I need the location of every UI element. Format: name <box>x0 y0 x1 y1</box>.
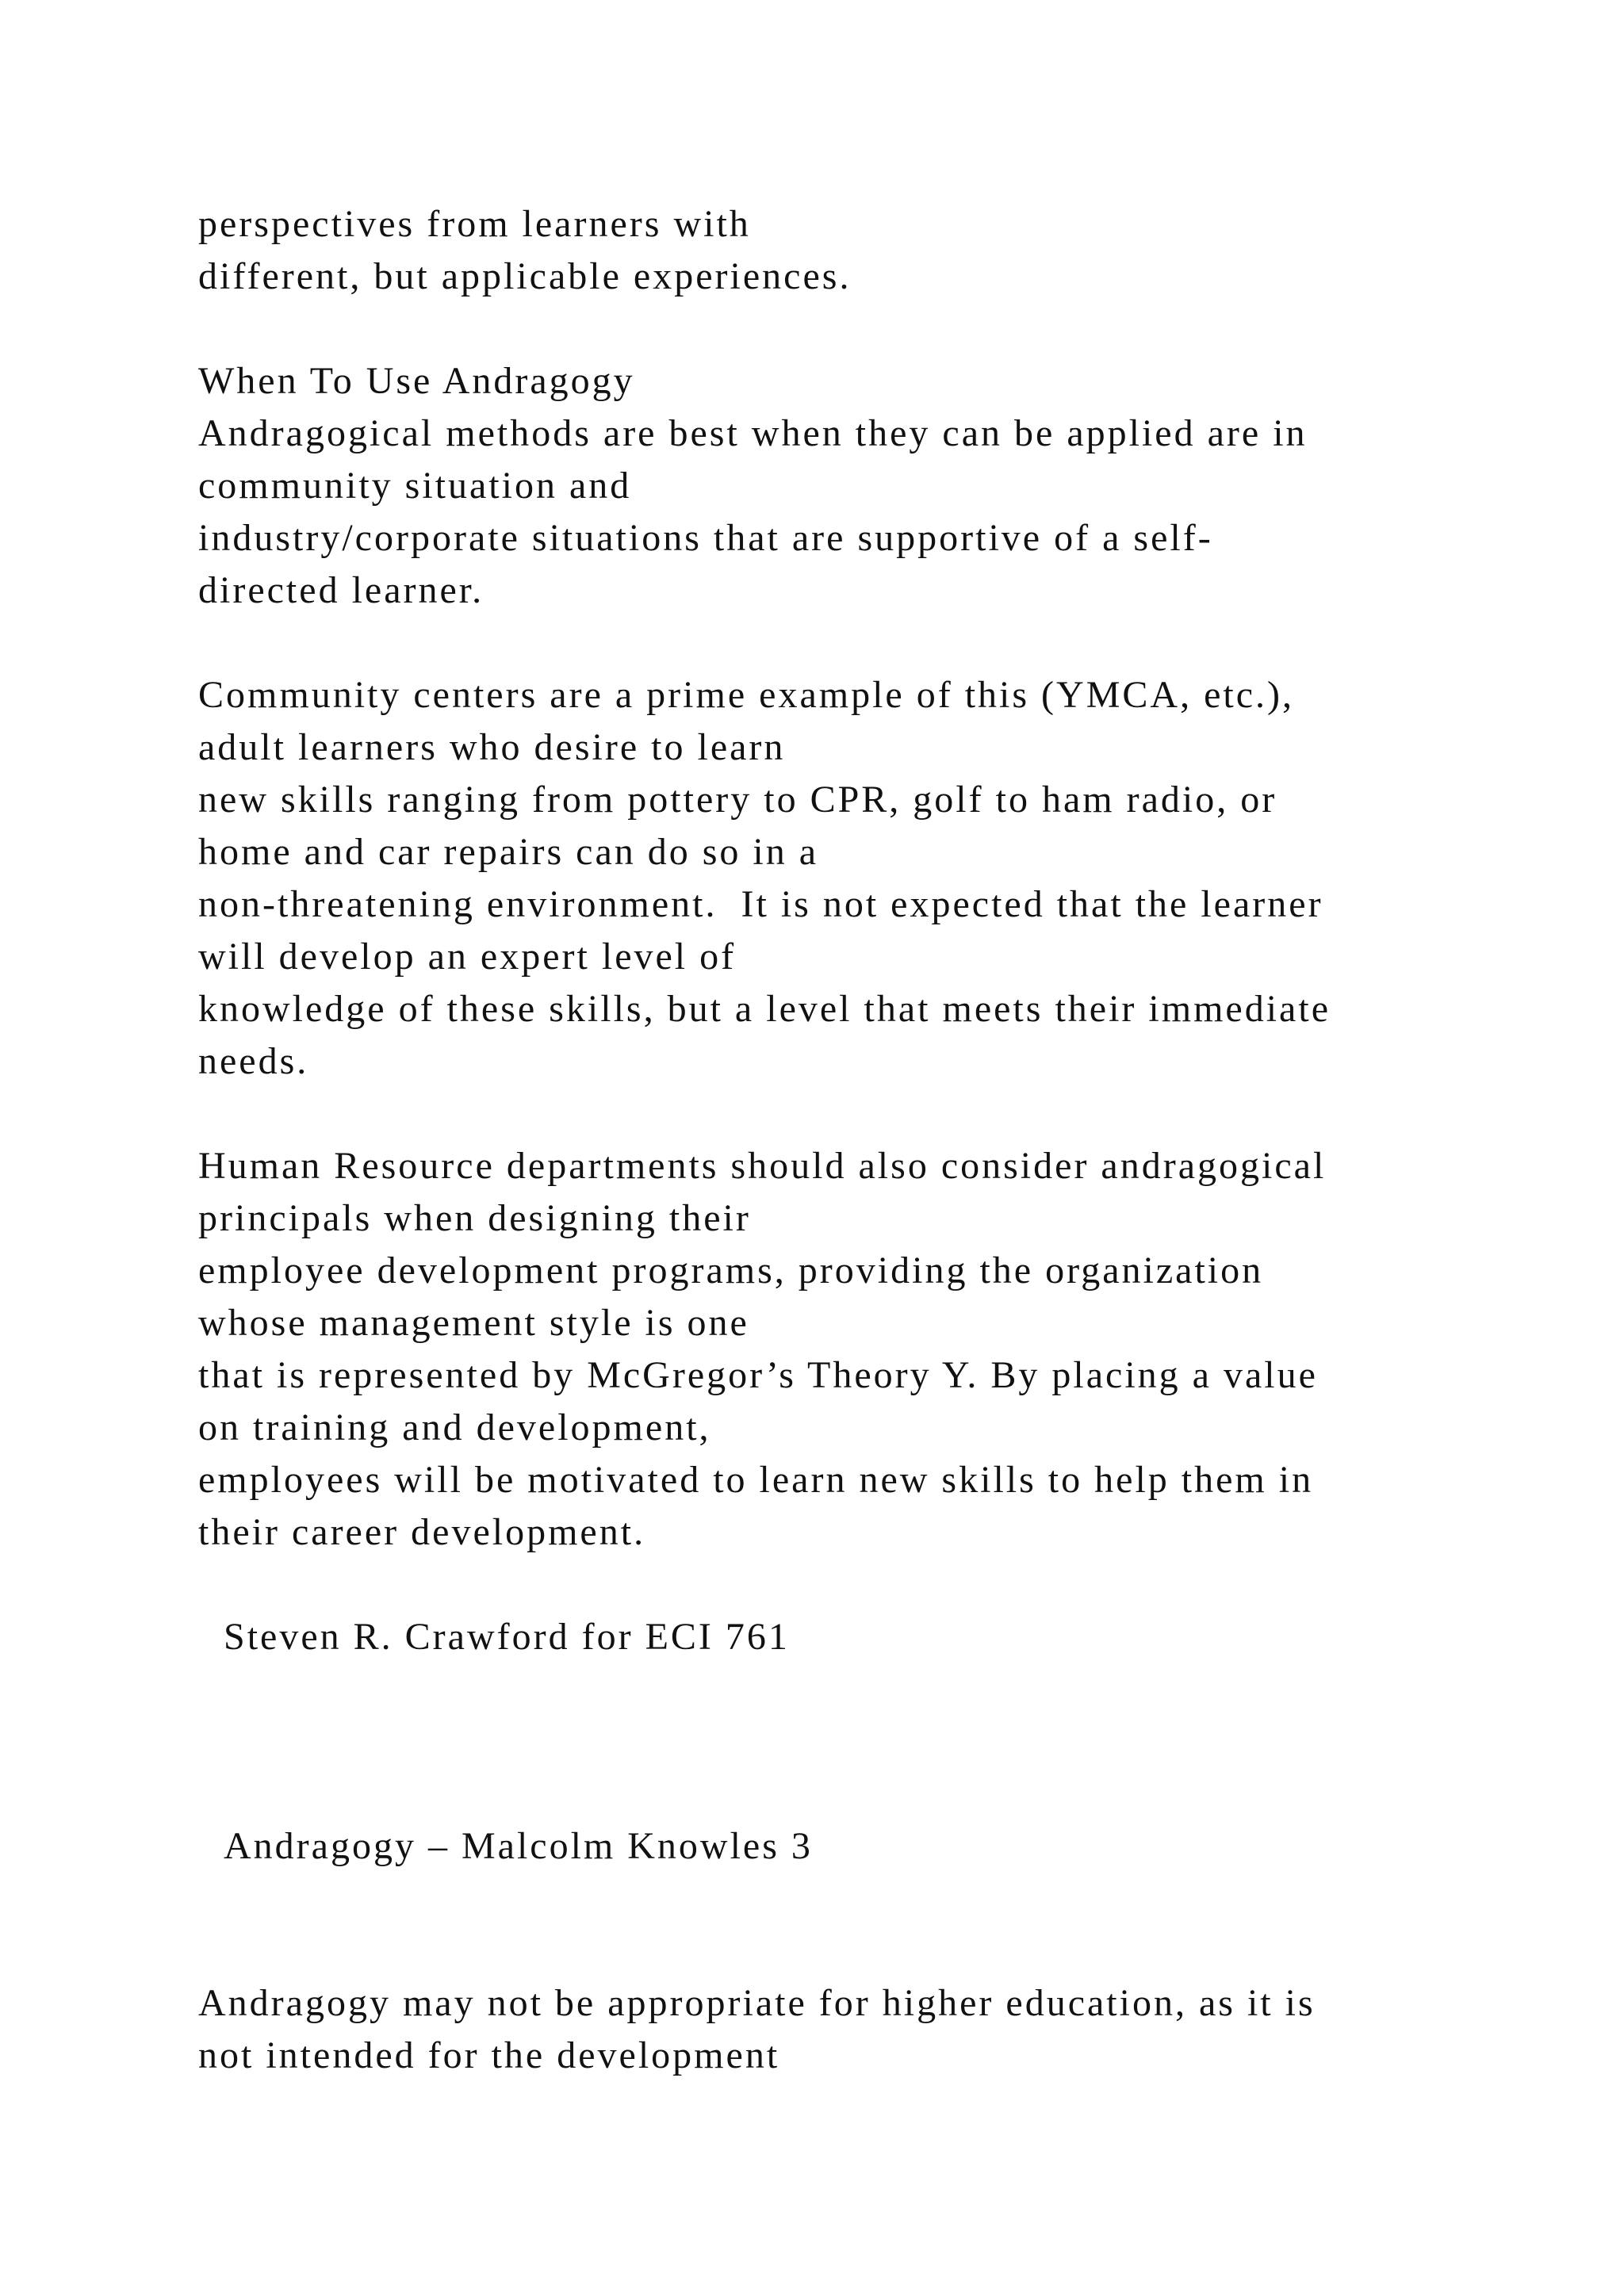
text-line: employees will be motivated to learn new skills to help them in <box>198 1459 1314 1501</box>
text-line: Andragogical methods are best when they can be applied are in <box>198 412 1308 454</box>
text-line: Andragogy may not be appropriate for higher education, as it is <box>198 1982 1316 2024</box>
text-line: directed learner. <box>198 569 485 611</box>
text-line: their career development. <box>198 1511 646 1553</box>
text-line: whose management style is one <box>198 1302 749 1344</box>
text-line: not intended for the development <box>198 2034 780 2076</box>
text-line: adult learners who desire to learn <box>198 726 786 768</box>
text-line: will develop an expert level of <box>198 936 737 978</box>
text-line: perspectives from learners with <box>198 203 751 245</box>
text-line: employee development programs, providing the organization <box>198 1249 1264 1292</box>
text-line: non-threatening environment. It is not expected that the learner <box>198 883 1323 925</box>
section-heading: When To Use Andragogy <box>198 360 635 402</box>
text-line: community situation and <box>198 465 632 507</box>
text-line: that is represented by McGregor’s Theory Y. By placing a value <box>198 1354 1318 1396</box>
text-line: needs. <box>198 1040 309 1082</box>
text-line: Community centers are a prime example of this (YMCA, etc.), <box>198 674 1294 716</box>
text-line: industry/corporate situations that are supportive of a self- <box>198 517 1213 559</box>
text-line: Human Resource departments should also consider andragogical <box>198 1145 1327 1187</box>
text-line: new skills ranging from pottery to CPR, golf to ham radio, or <box>198 779 1277 821</box>
text-line: home and car repairs can do so in a <box>198 831 819 873</box>
text-line: different, but applicable experiences. <box>198 255 852 297</box>
running-header: Andragogy – Malcolm Knowles 3 <box>224 1825 813 1867</box>
text-line: on training and development, <box>198 1406 711 1448</box>
text-line: knowledge of these skills, but a level that meets their immediate <box>198 988 1331 1030</box>
text-line: principals when designing their <box>198 1197 751 1239</box>
running-footer: Steven R. Crawford for ECI 761 <box>224 1616 790 1658</box>
